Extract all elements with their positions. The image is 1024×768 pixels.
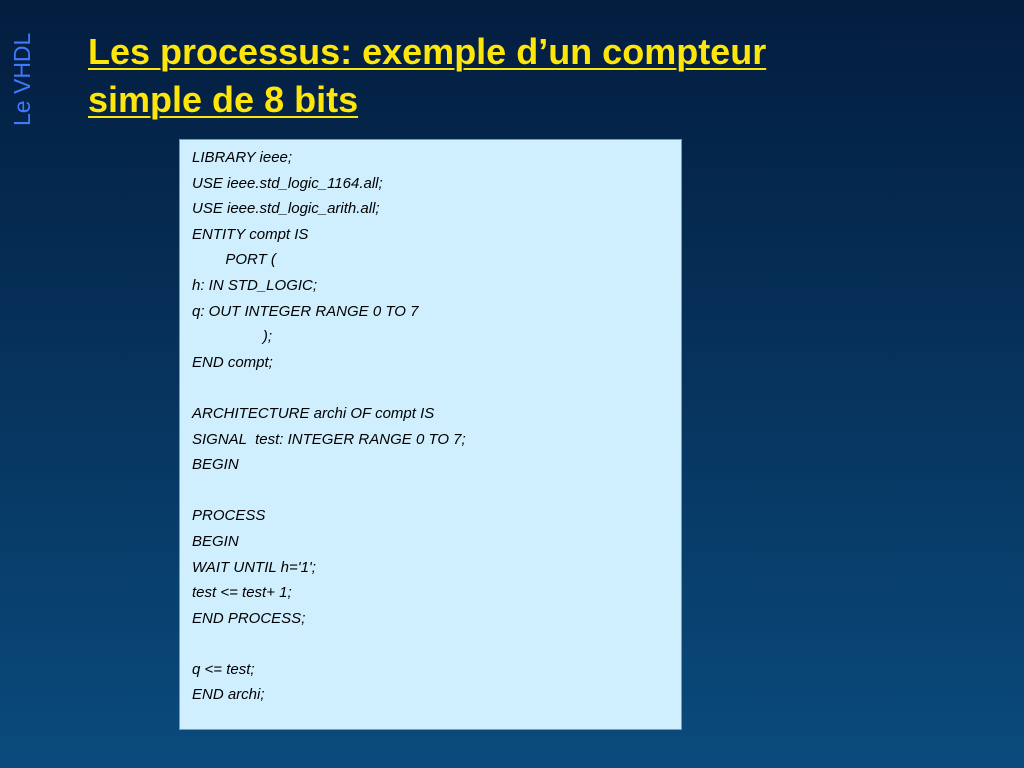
code-line: [192, 631, 681, 657]
code-block: [179, 139, 682, 730]
code-line: END archi;: [192, 686, 265, 704]
slide-title-line-2: simple de 8 bits: [88, 79, 359, 120]
side-label: Le VHDL: [9, 32, 35, 126]
code-line: test <= test+ 1;: [192, 584, 292, 602]
code-line: END compt;: [192, 353, 273, 371]
code-line: USE ieee.std_logic_arith.all;: [192, 200, 380, 218]
code-line: PROCESS: [192, 507, 266, 525]
slide-title: [88, 28, 988, 124]
code-line: );: [192, 328, 273, 346]
code-line: LIBRARY ieee;: [192, 149, 293, 166]
code-line: USE ieee.std_logic_1164.all;: [192, 174, 383, 192]
code-line: END PROCESS;: [192, 609, 306, 627]
code-line: [192, 375, 681, 401]
code-line: q <= test;: [192, 660, 255, 678]
code-line: SIGNAL test: INTEGER RANGE 0 TO 7;: [192, 430, 466, 448]
code-line: ARCHITECTURE archi OF compt IS: [192, 404, 435, 422]
code-line: BEGIN: [192, 456, 239, 474]
code-line: BEGIN: [192, 532, 239, 550]
code-line: q: OUT INTEGER RANGE 0 TO 7: [192, 302, 419, 320]
slide-title-line-1: Les processus: exemple d’un compteur: [88, 31, 767, 72]
code-line: [192, 478, 681, 504]
code-line: PORT (: [192, 251, 276, 269]
code-line: WAIT UNTIL h='1';: [192, 558, 316, 576]
code-line: ENTITY compt IS: [192, 225, 309, 243]
code-line: h: IN STD_LOGIC;: [192, 276, 318, 294]
